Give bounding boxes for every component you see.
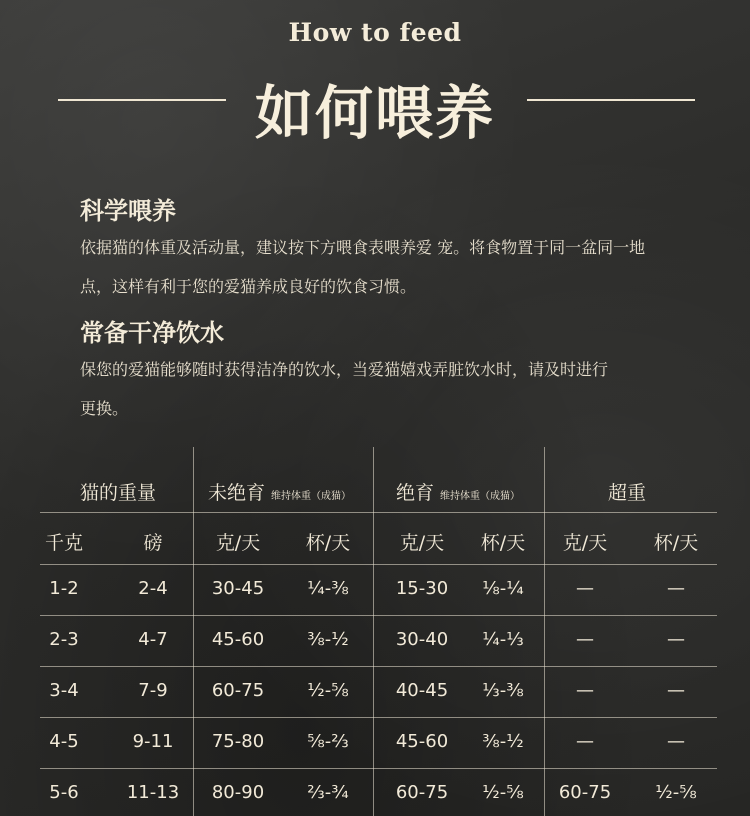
table-cell: 75-80 [211,731,265,752]
title-rule-right [527,99,695,101]
section-text-water [80,350,690,428]
table-cell: 9-11 [132,731,174,752]
section-heading-water: 常备干净饮水 [80,319,224,347]
text-line: 更换。 [80,399,129,418]
table-cell: 2-3 [49,629,79,650]
text-line: 点，这样有利于您的爱猫养成良好的饮食习惯。 [80,277,417,296]
table-cell: ⅛-¼ [482,578,524,599]
table-cell: ⅜-½ [482,731,524,752]
table-cell: — [667,680,685,701]
table-cell: ¼-⅓ [482,629,524,650]
table-group-header: 绝育 维持体重（成猫） [396,482,521,504]
table-cell: 5-6 [49,782,79,803]
table-cell: — [576,680,594,701]
table-cell: — [667,629,685,650]
table-cell: ⅔-¾ [307,782,349,803]
main-title-row [0,68,750,147]
table-cell: — [667,731,685,752]
table-group-note: 维持体重（成猫） [440,491,521,502]
table-cell: ⅜-½ [307,629,349,650]
table-cell: 30-40 [395,629,449,650]
table-divider [373,447,374,816]
table-cell: ½-⅝ [482,782,524,803]
table-cell: 4-5 [49,731,79,752]
table-rule [40,615,717,616]
table-cell: — [576,731,594,752]
section-heading-feeding: 科学喂养 [80,197,176,225]
table-subheader-cell: 磅 [143,532,163,554]
table-rule [40,666,717,667]
table-subheader-cell: 克/天 [562,532,608,554]
table-cell: 30-45 [211,578,265,599]
page-title: 如何喂养 [254,79,495,147]
table-cell: ½-⅝ [307,680,349,701]
english-title: How to feed [288,18,462,47]
table-cell: 80-90 [211,782,265,803]
table-cell: ¼-⅜ [307,578,349,599]
table-cell: 45-60 [211,629,265,650]
table-cell: 60-75 [211,680,265,701]
table-cell: 11-13 [126,782,180,803]
table-group-note: 维持体重（成猫） [271,491,352,502]
table-rule [40,512,717,513]
table-subheader-cell: 杯/天 [305,532,351,554]
table-cell: 2-4 [138,578,168,599]
table-cell: 3-4 [49,680,79,701]
section-text-feeding [80,228,690,306]
table-cell: 60-75 [558,782,612,803]
table-subheader-cell: 杯/天 [480,532,526,554]
table-group-header: 超重 [608,482,647,504]
table-rule [40,768,717,769]
table-cell: — [576,578,594,599]
table-subheader-cell: 千克 [44,532,83,554]
table-cell: 15-30 [395,578,449,599]
table-cell: 40-45 [395,680,449,701]
table-cell: — [667,578,685,599]
text-line: 依据猫的体重及活动量，建议按下方喂食表喂养爱 宠。将食物置于同一盆同一地 [80,238,646,257]
table-cell: 1-2 [49,578,79,599]
table-cell: ⅓-⅜ [482,680,524,701]
table-rule [40,717,717,718]
table-cell: 45-60 [395,731,449,752]
table-subheader-cell: 克/天 [215,532,261,554]
table-cell: ½-⅝ [655,782,697,803]
table-subheader-cell: 杯/天 [653,532,699,554]
text-line: 保您的爱猫能够随时获得洁净的饮水，当爱猫嬉戏弄脏饮水时，请及时进行 [80,360,609,379]
table-cell: 4-7 [138,629,168,650]
table-cell: 7-9 [138,680,168,701]
table-subheader-cell: 克/天 [399,532,445,554]
table-cell: — [576,629,594,650]
table-rule [40,564,717,565]
table-group-header: 未绝育 维持体重（成猫） [208,482,352,504]
table-cell: 60-75 [395,782,449,803]
table-cell: ⅝-⅔ [307,731,349,752]
table-group-header: 猫的重量 [80,482,157,504]
